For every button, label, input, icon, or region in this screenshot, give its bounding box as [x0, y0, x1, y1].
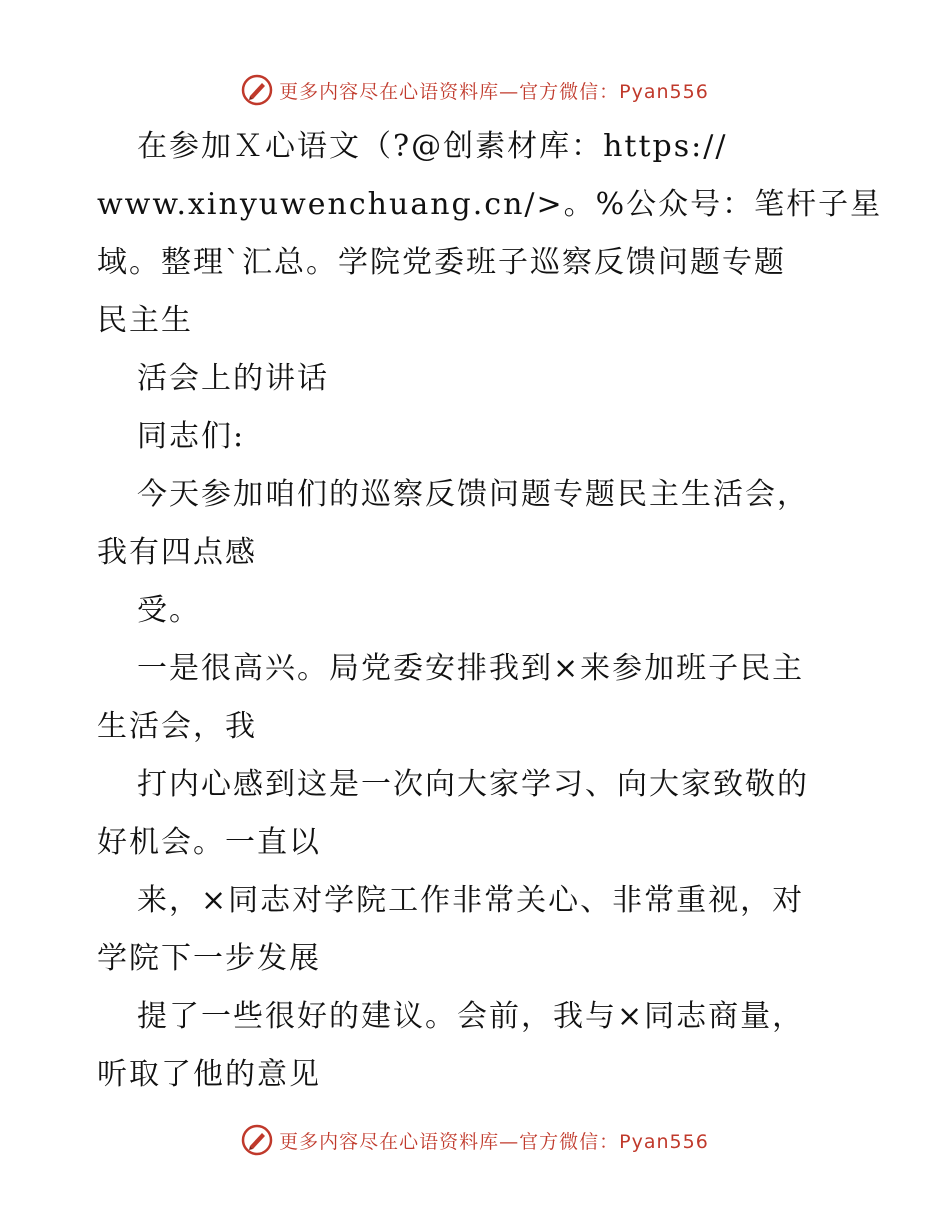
banner-label: 更多内容尽在心语资料库—官方微信：	[279, 80, 620, 103]
text-line: 域。整理`汇总。学院党委班子巡察反馈问题专题	[97, 245, 786, 280]
text-line: 我有四点感	[97, 535, 257, 570]
header-banner	[0, 72, 950, 108]
text-line: 同志们:	[137, 419, 246, 454]
text-line: 民主生	[97, 303, 193, 338]
text-line: 来，×同志对学院工作非常关心、非常重视，对	[137, 883, 805, 918]
banner-wechat-id: Pyan556	[619, 80, 709, 103]
pen-logo-icon	[241, 1124, 273, 1156]
pen-logo-icon	[241, 74, 273, 106]
banner-label: 更多内容尽在心语资料库—官方微信：	[279, 1130, 620, 1153]
text-line: 受。	[137, 593, 201, 628]
text-line: 好机会。一直以	[97, 825, 321, 860]
text-line: 学院下一步发展	[97, 941, 321, 976]
document-body	[97, 118, 883, 1104]
text-line: 一是很高兴。局党委安排我到×来参加班子民主	[137, 651, 805, 686]
text-line: 打内心感到这是一次向大家学习、向大家致敬的	[137, 767, 809, 802]
text-line: 听取了他的意见	[97, 1057, 321, 1092]
text-line: 在参加Ｘ心语文（?@创素材库：https://	[137, 129, 728, 164]
footer-banner	[0, 1122, 950, 1158]
banner-text	[279, 1127, 709, 1154]
text-line: 提了一些很好的建议。会前，我与×同志商量，	[137, 999, 805, 1034]
text-line: 今天参加咱们的巡察反馈问题专题民主生活会，	[137, 477, 809, 512]
text-line: 活会上的讲话	[137, 361, 329, 396]
banner-wechat-id: Pyan556	[619, 1130, 709, 1153]
banner-text	[279, 77, 709, 104]
text-line: www.xinyuwenchuang.cn/>。%公众号：笔杆子星	[97, 187, 883, 222]
text-line: 生活会，我	[97, 709, 257, 744]
